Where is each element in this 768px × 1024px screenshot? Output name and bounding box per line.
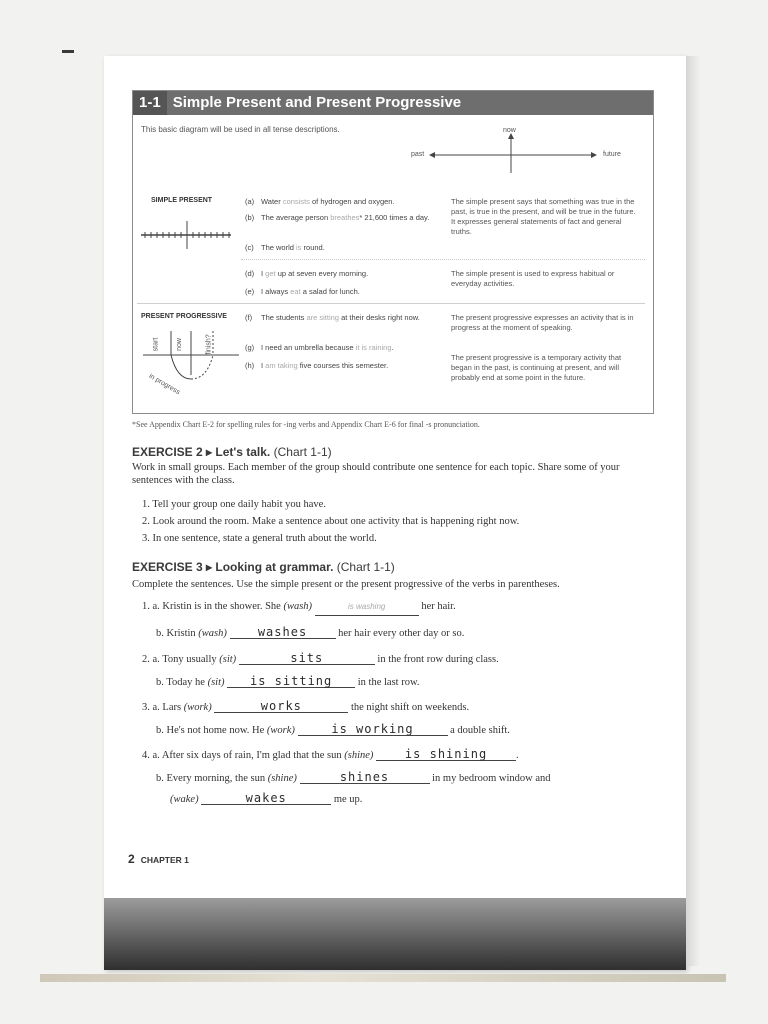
- page-bottom-shadow: [104, 898, 686, 970]
- diagram-in-progress-label: in progress: [147, 372, 182, 397]
- exercise-3-item-3a: 3. a. Lars (work) works the night shift on weekends.: [142, 699, 470, 713]
- section-divider-1: [241, 259, 645, 260]
- simple-present-label: SIMPLE PRESENT: [151, 197, 213, 204]
- present-progressive-explanation-1: The present progressive expresses an activity that is in progress at the moment of speaking.: [451, 313, 634, 332]
- simple-present-diagram: [139, 215, 235, 251]
- answer-blank-1a[interactable]: is washing: [315, 602, 419, 616]
- grammar-chart: [132, 90, 654, 414]
- answer-blank-2a[interactable]: sits: [239, 651, 375, 665]
- exercise-2-item-2: 2. Look around the room. Make a sentence about one activity that is happening right now.: [142, 516, 520, 527]
- chart-header: [133, 91, 653, 115]
- simple-present-explanation-1: The simple present says that something was true in the past, is true in the present, and will be true in the future. It expresses general statements of fact and general truths.: [451, 197, 636, 236]
- exercise-3-instructions: Complete the sentences. Use the simple present or the present progressive of the verbs in parentheses.: [132, 579, 560, 590]
- diagram-now-label: now: [175, 338, 183, 351]
- answer-blank-3a[interactable]: works: [214, 699, 348, 713]
- exercise-2-item-1: 1. Tell your group one daily habit you have.: [142, 499, 326, 510]
- exercise-3-item-3b: b. He's not home now. He (work) is working a double shift.: [156, 722, 510, 736]
- exercise-2-heading: EXERCISE 2 ▸ Let's talk. (Chart 1-1): [132, 445, 332, 459]
- answer-blank-3b[interactable]: is working: [298, 722, 448, 736]
- example-e: (e) I always eat a salad for lunch.: [245, 287, 360, 296]
- exercise-3-item-2b: b. Today he (sit) is sitting in the last row.: [156, 674, 420, 688]
- diagram-finish-label: finish?: [205, 334, 213, 355]
- exercise-2-item-3: 3. In one sentence, state a general truth about the world.: [142, 533, 377, 544]
- example-g: (g) I need an umbrella because it is raining.: [245, 343, 394, 352]
- exercise-3-item-4a: 4. a. After six days of rain, I'm glad that the sun (shine) is shining .: [142, 747, 519, 761]
- timeline-future-label: future: [603, 151, 621, 158]
- exercise-3-heading: EXERCISE 3 ▸ Looking at grammar. (Chart 1-1): [132, 560, 395, 574]
- chart-title: Simple Present and Present Progressive: [167, 91, 653, 115]
- exercise-3-item-4b-cont: (wake) wakes me up.: [170, 791, 363, 805]
- exercise-2-instructions: Work in small groups. Each member of the group should contribute one sentence for each topic. Share some of your sentences with the class.: [132, 462, 620, 486]
- timeline-past-label: past: [411, 151, 425, 158]
- timeline-diagram: [423, 131, 623, 173]
- timeline-now-label: now: [503, 127, 516, 134]
- answer-blank-1b[interactable]: washes: [230, 625, 336, 639]
- example-a: (a) Water consists of hydrogen and oxygen.: [245, 197, 395, 206]
- page-footer: [128, 850, 189, 868]
- page-edge-shadow: [686, 56, 700, 966]
- example-d: (d) I get up at seven every morning.: [245, 269, 369, 278]
- chart-number: 1-1: [139, 94, 161, 111]
- chart-intro: This basic diagram will be used in all tense descriptions.: [141, 125, 340, 134]
- section-divider-2: [137, 303, 645, 304]
- answer-blank-4a[interactable]: is shining: [376, 747, 516, 761]
- simple-present-explanation-2: The simple present is used to express habitual or everyday activities.: [451, 269, 615, 288]
- example-c: (c) The world is round.: [245, 243, 325, 252]
- chart-footnote: *See Appendix Chart E-2 for spelling rules for -ing verbs and Appendix Chart E-6 for final -s pronunciation.: [132, 420, 480, 429]
- answer-blank-2b[interactable]: is sitting: [227, 674, 355, 688]
- diagram-start-label: start: [152, 337, 160, 352]
- scan-mark: [62, 50, 74, 53]
- chapter-label: CHAPTER 1: [140, 855, 189, 865]
- exercise-3-item-1a: 1. a. Kristin is in the shower. She (wash) is washing her hair.: [142, 601, 456, 616]
- present-progressive-explanation-2: The present progressive is a temporary activity that began in the past, is continuing at present, and will probably end at some point in the future.: [451, 353, 622, 382]
- exercise-3-item-2a: 2. a. Tony usually (sit) sits in the front row during class.: [142, 651, 499, 665]
- example-f: (f) The students are sitting at their desks right now.: [245, 313, 420, 322]
- exercise-3-item-4b: b. Every morning, the sun (shine) shines in my bedroom window and: [156, 770, 551, 784]
- exercise-3-item-1b: b. Kristin (wash) washes her hair every other day or so.: [156, 625, 465, 639]
- answer-blank-4b-shine[interactable]: shines: [300, 770, 430, 784]
- example-b: (b) The average person breathes* 21,600 times a day.: [245, 213, 430, 222]
- answer-blank-4b-wake[interactable]: wakes: [201, 791, 331, 805]
- present-progressive-label: PRESENT PROGRESSIVE: [141, 313, 227, 320]
- desk-strip: [40, 974, 726, 982]
- page-number: 2: [128, 852, 135, 866]
- example-h: (h) I am taking five courses this semester.: [245, 361, 389, 370]
